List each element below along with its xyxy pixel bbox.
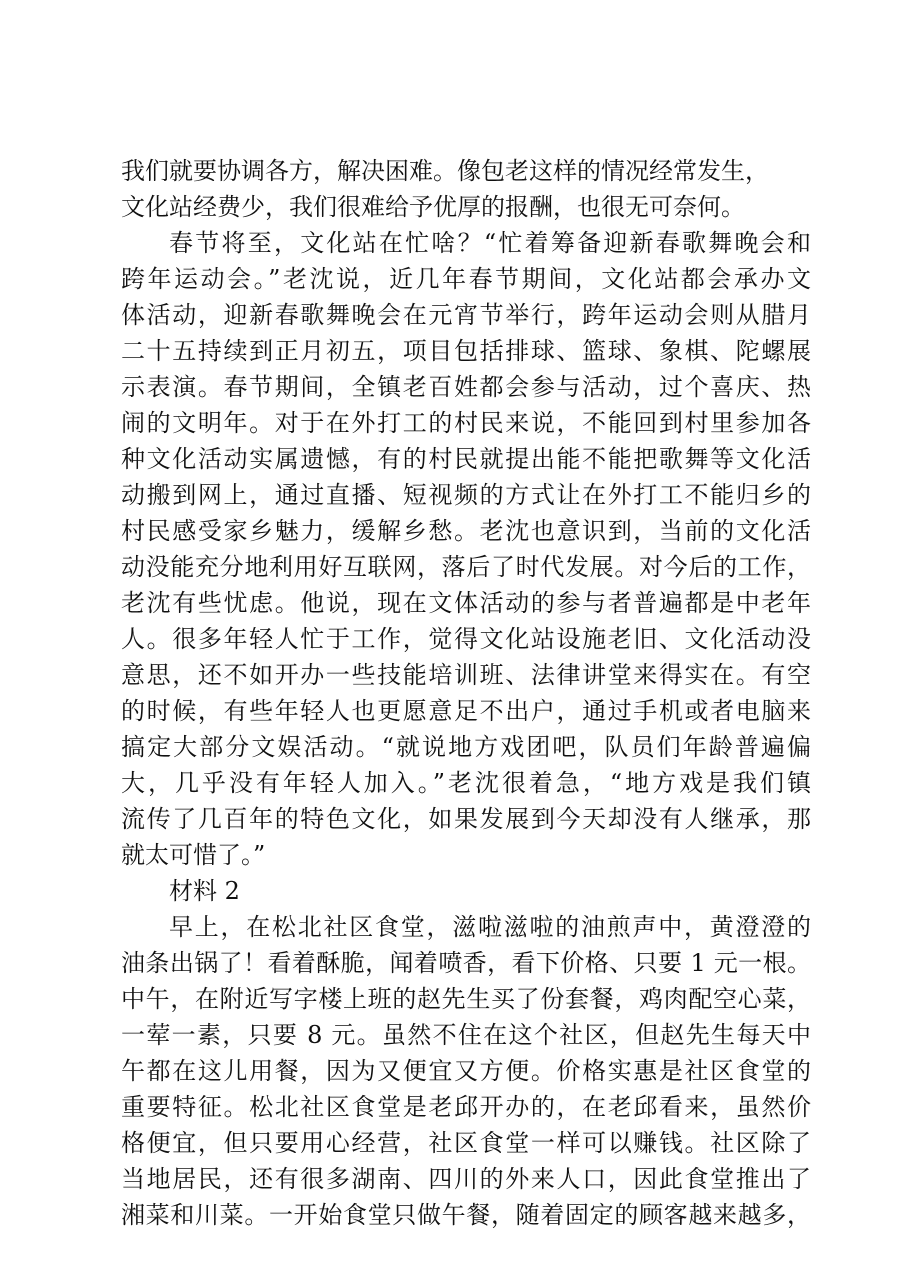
text-line: 人。很多年轻人忙于工作，觉得文化站设施老旧、文化活动没 xyxy=(121,625,811,653)
text-line: 当地居民，还有很多湖南、四川的外来人口，因此食堂推出了 xyxy=(121,1165,811,1193)
text-line: 午都在这儿用餐，因为又便宜又方便。价格实惠是社区食堂的 xyxy=(121,1057,811,1085)
text-line: 湘菜和川菜。一开始食堂只做午餐，随着固定的顾客越来越多， xyxy=(121,1201,811,1229)
text-line: 一荤一素，只要 8 元。虽然不住在这个社区，但赵先生每天中 xyxy=(121,1021,811,1049)
text-line: 示表演。春节期间，全镇老百姓都会参与活动，过个喜庆、热 xyxy=(121,373,811,401)
paragraph-start-line: 春节将至，文化站在忙啥？“忙着筹备迎新春歌舞晚会和 xyxy=(169,229,811,257)
text-line: 体活动，迎新春歌舞晚会在元宵节举行，跨年运动会则从腊月 xyxy=(121,301,811,329)
text-line: 种文化活动实属遗憾，有的村民就提出能不能把歌舞等文化活 xyxy=(121,445,811,473)
text-line: 老沈有些忧虑。他说，现在文体活动的参与者普遍都是中老年 xyxy=(121,589,811,617)
text-line: 重要特征。松北社区食堂是老邱开办的，在老邱看来，虽然价 xyxy=(121,1093,811,1121)
paragraph-end-line: 就太可惜了。” xyxy=(121,841,266,869)
text-line: 大，几乎没有年轻人加入。”老沈很着急，“地方戏是我们镇 xyxy=(121,769,811,797)
text-line: 闹的文明年。对于在外打工的村民来说，不能回到村里参加各 xyxy=(121,409,811,437)
text-line: 动没能充分地利用好互联网，落后了时代发展。对今后的工作， xyxy=(121,553,811,581)
paragraph-start-line: 早上，在松北社区食堂，滋啦滋啦的油煎声中，黄澄澄的 xyxy=(169,913,811,941)
text-line: 流传了几百年的特色文化，如果发展到今天却没有人继承，那 xyxy=(121,805,811,833)
text-line: 的时候，有些年轻人也更愿意足不出户，通过手机或者电脑来 xyxy=(121,697,811,725)
text-line: 我们就要协调各方，解决困难。像包老这样的情况经常发生， xyxy=(121,157,769,185)
text-line: 意思，还不如开办一些技能培训班、法律讲堂来得实在。有空 xyxy=(121,661,811,689)
text-line: 动搬到网上，通过直播、短视频的方式让在外打工不能归乡的 xyxy=(121,481,811,509)
text-line: 搞定大部分文娱活动。“就说地方戏团吧，队员们年龄普遍偏 xyxy=(121,733,811,761)
text-line: 中午，在附近写字楼上班的赵先生买了份套餐，鸡肉配空心菜， xyxy=(121,985,811,1013)
text-line: 二十五持续到正月初五，项目包括排球、篮球、象棋、陀螺展 xyxy=(121,337,811,365)
text-line: 村民感受家乡魅力，缓解乡愁。老沈也意识到，当前的文化活 xyxy=(121,517,811,545)
text-line: 油条出锅了！看着酥脆，闻着喷香，看下价格、只要 1 元一根。 xyxy=(121,949,811,977)
text-line: 跨年运动会。”老沈说，近几年春节期间，文化站都会承办文 xyxy=(121,265,811,293)
text-line: 文化站经费少，我们很难给予优厚的报酬，也很无可奈何。 xyxy=(121,193,745,221)
section-heading: 材料 2 xyxy=(169,877,240,905)
text-line: 格便宜，但只要用心经营，社区食堂一样可以赚钱。社区除了 xyxy=(121,1129,811,1157)
